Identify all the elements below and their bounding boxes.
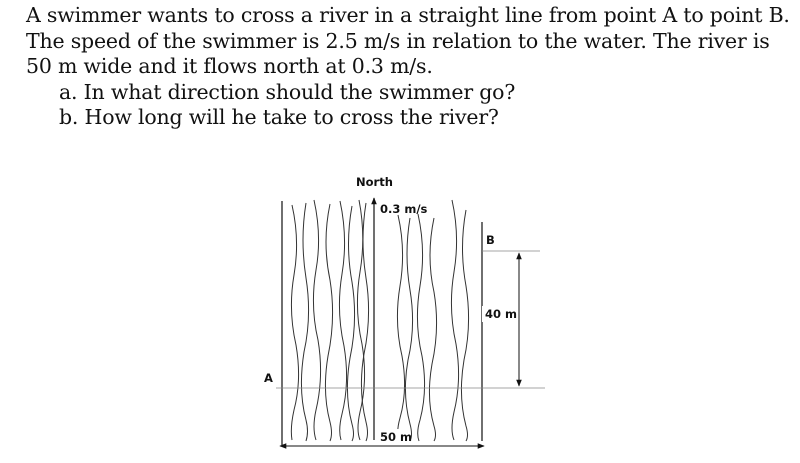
current-line	[301, 203, 308, 441]
north-label: North	[356, 175, 393, 189]
current-lines	[291, 200, 468, 441]
current-line	[291, 205, 298, 440]
problem-line: 50 m wide and it flows north at 0.3 m/s.	[26, 54, 433, 78]
problem-line: The speed of the swimmer is 2.5 m/s in relation to the water. The river is	[26, 28, 770, 53]
current-line	[405, 218, 412, 441]
question-b: b. How long will he take to cross the river?	[59, 105, 499, 129]
current-line	[451, 200, 458, 440]
current-line	[313, 200, 320, 440]
question-a: a. In what direction should the swimmer go?	[59, 79, 516, 104]
width-label: 50 m	[380, 430, 412, 444]
current-speed-label: 0.3 m/s	[380, 202, 428, 216]
current-line	[339, 201, 346, 440]
current-line	[417, 214, 424, 441]
current-line	[397, 215, 404, 441]
offset-label: 40 m	[485, 307, 517, 321]
current-line	[429, 218, 436, 441]
current-line	[325, 204, 332, 441]
point-a-label: A	[264, 371, 273, 385]
current-line	[461, 210, 468, 441]
point-b-label: B	[486, 233, 495, 247]
current-line	[347, 206, 354, 441]
problem-line: A swimmer wants to cross a river in a straight line from point A to point B.	[26, 3, 790, 27]
